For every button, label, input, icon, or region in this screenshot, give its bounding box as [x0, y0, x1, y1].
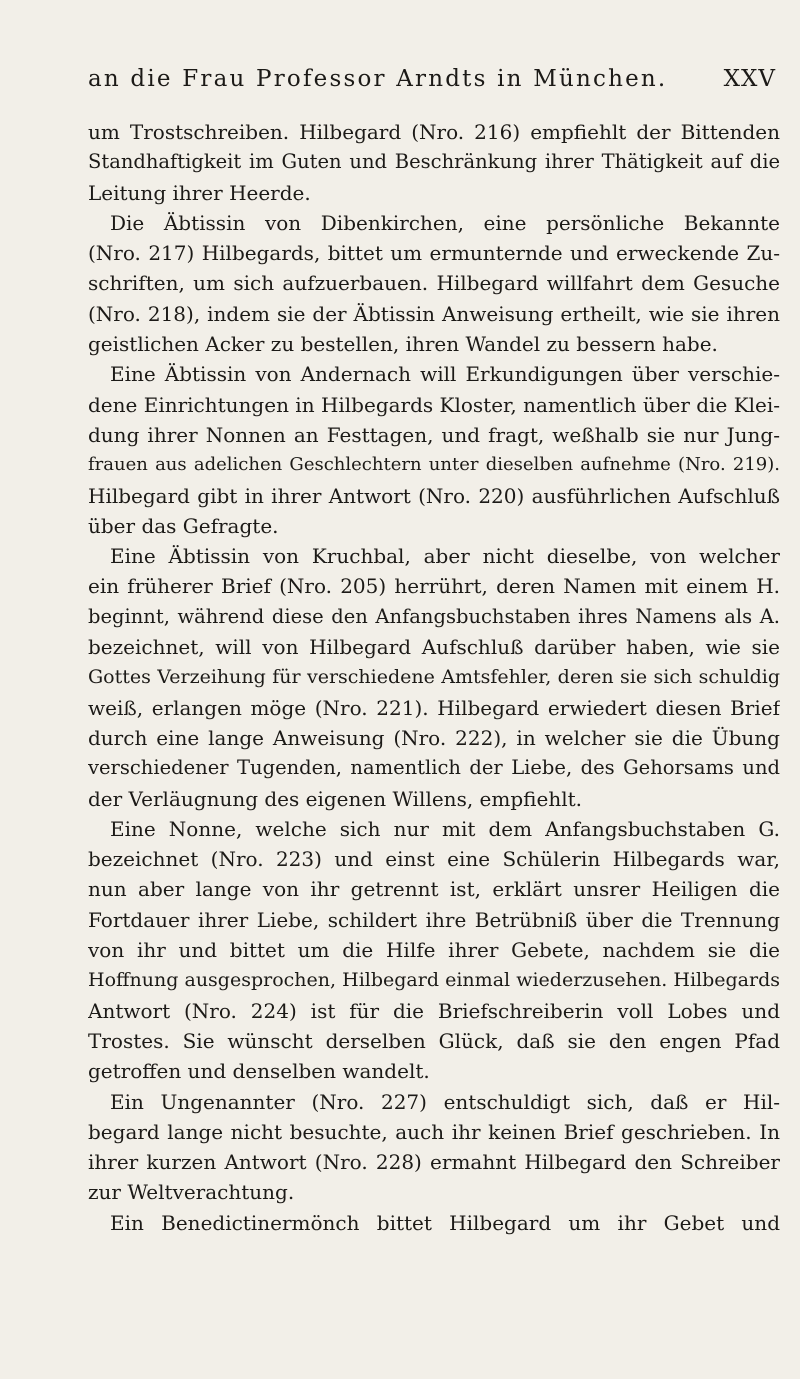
page-number: XXV	[723, 66, 776, 92]
text-line: von ihr und bittet um die Hilfe ihrer Gebete, nachdem sie die	[88, 938, 780, 963]
text-line: Ein Benedictinermönch bittet Hilbegard um ihr Gebet und	[110, 1210, 780, 1235]
text-line: Eine Äbtissin von Kruchbal, aber nicht dieselbe, von welcher	[110, 544, 780, 569]
text-line: weiß, erlangen möge (Nro. 221). Hilbegard erwiedert diesen Brief	[88, 695, 780, 720]
text-line: beginnt, während diese den Anfangsbuchstaben ihres Namens als A.	[88, 604, 780, 628]
text-line: ein früherer Brief (Nro. 205) herrührt, deren Namen mit einem H.	[88, 574, 780, 599]
text-line: (Nro. 218), indem sie der Äbtissin Anweisung ertheilt, wie sie ihren	[88, 301, 780, 326]
text-line: Antwort (Nro. 224) ist für die Briefschreiberin voll Lobes und	[88, 998, 780, 1023]
text-line: verschiedener Tugenden, namentlich der Liebe, des Gehorsams und	[88, 756, 780, 780]
running-title: an die Frau Professor Arndts in München.	[88, 66, 668, 92]
body-text	[88, 117, 780, 1238]
text-line: getroffen und denselben wandelt.	[88, 1059, 430, 1084]
text-line: durch eine lange Anweisung (Nro. 222), in welcher sie die Übung	[88, 725, 780, 750]
text-line: Eine Äbtissin von Andernach will Erkundigungen über verschie-	[110, 362, 780, 387]
text-line: bezeichnet, will von Hilbegard Aufschluß darüber haben, wie sie	[88, 635, 780, 660]
text-line: Hilbegard gibt in ihrer Antwort (Nro. 220) ausführlichen Aufschluß	[88, 483, 780, 508]
running-head	[88, 66, 776, 98]
text-line: Standhaftigkeit im Guten und Beschränkung ihrer Thätigkeit auf die	[88, 150, 780, 174]
text-line: Gottes Verzeihung für verschiedene Amtsfehler, deren sie sich schuldig	[88, 666, 780, 689]
text-line: über das Gefragte.	[88, 513, 279, 538]
text-line: begard lange nicht besuchte, auch ihr keinen Brief geschrieben. In	[88, 1119, 780, 1144]
text-line: Fortdauer ihrer Liebe, schildert ihre Betrübniß über die Trennung	[88, 907, 780, 932]
text-line: zur Weltverachtung.	[88, 1180, 295, 1205]
text-line: (Nro. 217) Hilbegards, bittet um ermunternde und erweckende Zu-	[88, 241, 780, 266]
text-line: der Verläugnung des eigenen Willens, empfiehlt.	[88, 786, 582, 811]
text-line: Leitung ihrer Heerde.	[88, 180, 311, 205]
text-line: frauen aus adelichen Geschlechtern unter dieselben aufnehme (Nro. 219).	[88, 454, 780, 476]
text-line: dung ihrer Nonnen an Festtagen, und fragt, weßhalb sie nur Jung-	[88, 422, 780, 447]
text-line: Eine Nonne, welche sich nur mit dem Anfangsbuchstaben G.	[110, 816, 780, 841]
text-line: Die Äbtissin von Dibenkirchen, eine persönliche Bekannte	[110, 210, 780, 235]
text-line: nun aber lange von ihr getrennt ist, erklärt unsrer Heiligen die	[88, 877, 780, 902]
text-line: dene Einrichtungen in Hilbegards Kloster, namentlich über die Klei-	[88, 392, 780, 417]
text-line: bezeichnet (Nro. 223) und einst eine Schülerin Hilbegards war,	[88, 847, 780, 872]
text-line: um Trostschreiben. Hilbegard (Nro. 216) empfiehlt der Bittenden	[88, 120, 780, 144]
text-line: geistlichen Acker zu bestellen, ihren Wandel zu bessern habe.	[88, 332, 718, 357]
text-line: ihrer kurzen Antwort (Nro. 228) ermahnt Hilbegard den Schreiber	[88, 1150, 780, 1175]
text-line: Hoffnung ausgesprochen, Hilbegard einmal wiederzusehen. Hilbegards	[88, 969, 780, 992]
text-line: Trostes. Sie wünscht derselben Glück, daß sie den engen Pfad	[88, 1028, 780, 1053]
text-line: schriften, um sich aufzuerbauen. Hilbegard willfahrt dem Gesuche	[88, 271, 780, 296]
text-line: Ein Ungenannter (Nro. 227) entschuldigt sich, daß er Hil-	[110, 1089, 780, 1114]
